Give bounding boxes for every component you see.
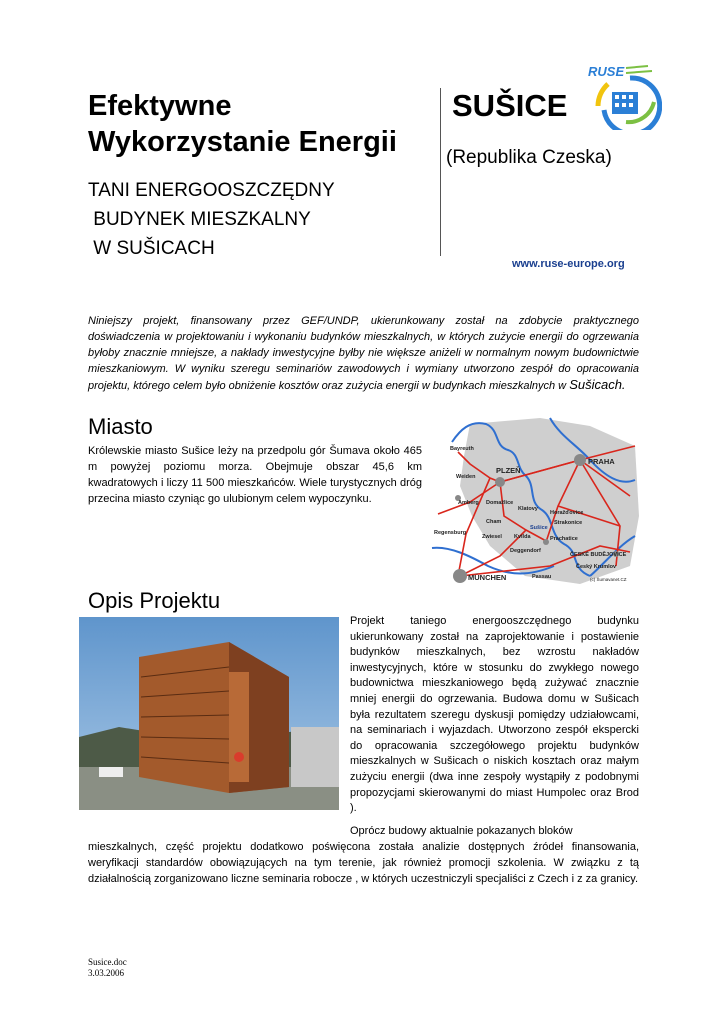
- map-label-regensburg: Regensburg: [434, 530, 467, 536]
- footer-date: 3.03.2006: [88, 968, 124, 978]
- map-label-prachatice: Prachatice: [550, 536, 578, 542]
- header-divider: [440, 88, 441, 256]
- website-link[interactable]: www.ruse-europe.org: [512, 258, 625, 270]
- map-label-budejovice: ČESKÉ BUDĚJOVICE: [570, 552, 627, 558]
- country-name: (Republika Czeska): [446, 147, 612, 168]
- document-title: [88, 88, 397, 160]
- section-heading-miasto: Miasto: [88, 414, 153, 439]
- map-label-strakonice: Strakonice: [554, 520, 583, 526]
- map-label-plzen: PLZEŇ: [496, 466, 521, 475]
- intro-paragraph: [88, 313, 639, 394]
- region-map: [430, 416, 639, 585]
- opis-paragraph-2-rest: mieszkalnych, część projektu dodatkowo poświęcona została analizie dostępnych źródeł finansowania, weryfikacji standardów obowiązujących na tym terenie, jak również promocji szkolenia. W związku z tą działalnością zorganizowano liczne seminaria robocze , w których uczestniczyli specjaliści z Czech i z za granicy.: [88, 841, 639, 885]
- map-label-klatovy: Klatovy: [518, 506, 538, 512]
- footer: [88, 957, 127, 979]
- footer-file-name: Susice.doc: [88, 957, 127, 967]
- subtitle-line-2: BUDYNEK MIESZKALNY: [88, 209, 311, 230]
- miasto-paragraph: Królewskie miasto Sušice leży na przedpolu gór Šumava około 465 m powyżej poziomu morza. Obejmuje obszar 45,6 km kwadratowych i liczy 11 500 mieszkańców. Wiele turystycznych dróg przecina miasto czyniąc go ulubionym celem wypoczynku.: [88, 445, 422, 505]
- map-label-bayreuth: Bayreuth: [450, 446, 474, 452]
- map-label-zwiesel: Zwiesel: [482, 534, 502, 540]
- subtitle-line-3: W SUŠICACH: [88, 238, 215, 259]
- ruse-logo: [586, 62, 662, 130]
- map-label-passau: Passau: [532, 574, 552, 580]
- intro-end-word: Sušicach.: [569, 377, 626, 392]
- title-line-2: Wykorzystanie Energii: [88, 126, 397, 158]
- intro-text: Niniejszy projekt, finansowany przez GEF/UNDP, ukierunkowany został na zdobycie praktycznego doświadczenia w projektowaniu i wykonaniu budynków mieszkalnych, w których zużycie energii do ogrzewania byłoby znacznie mniejsze, a nakłady inwestycyjne byłby nie większe aniżeli w normalnym nowym budownictwie mieszkaniowym. W wyniku szeregu seminariów zawodowych i wymiany utworzono zespół do opracowania projektu, którego celem było obniżenie kosztów oraz zużycia energii w budynkach mieszkalnych w: [88, 315, 639, 392]
- map-city-marker: [543, 539, 549, 545]
- map-label-kvilda: Kvilda: [514, 534, 531, 540]
- map-city-marker: [574, 454, 586, 466]
- map-credit: (c) Šumavanet.CZ: [590, 577, 627, 582]
- logo-text: RUSE: [588, 64, 625, 79]
- map-label-deggendorf: Deggendorf: [510, 548, 541, 554]
- map-label-amberg: Amberg: [458, 500, 479, 506]
- subtitle-line-1: TANI ENERGOOSZCZĘDNY: [88, 180, 335, 201]
- map-label-weiden: Weiden: [456, 474, 476, 480]
- map-label-horazdovice: Horažďovice: [550, 510, 584, 516]
- map-label-krumlov: Český Krumlov: [576, 564, 617, 570]
- opis-paragraph-2-start: Oprócz budowy aktualnie pokazanych bloków: [350, 825, 573, 837]
- subtitle: [88, 176, 335, 263]
- map-label-praha: PRAHA: [588, 457, 615, 466]
- city-name: SUŠICE: [452, 88, 568, 123]
- map-city-marker: [453, 569, 467, 583]
- title-line-1: Efektywne: [88, 90, 232, 122]
- map-label-domazlice: Domažlice: [486, 500, 514, 506]
- map-label-cham: Cham: [486, 519, 502, 525]
- building-photo: [79, 617, 339, 810]
- opis-paragraph-1: Projekt taniego energooszczędnego budynku ukierunkowany został na zaprojektowanie i postawienie budynków mieszkalnych, bez wzrostu nakładów inwestycyjnych, które w stosunku do zwykłego nowego budownictwa mieszkaniowego będą zużywać znacznie mniej energii do ogrzewania. Budowa domu w Sušicach była rezultatem szeregu dyskusji pomiędzy udziałowcami, na seminariach i wyjazdach. Utworzono zespół ekspercki do opracowania szczegółowego projektu budynków mieszkalnych w Sušicach o niskich kosztach oraz małym zużyciu energii (dwa inne zespoły wystąpiły z podobnymi propozycjami skierowanymi do miast Humpolec oraz Brod ).: [350, 615, 639, 815]
- map-label-munchen: MÜNCHEN: [468, 573, 507, 582]
- map-city-marker: [495, 477, 505, 487]
- section-heading-opis: Opis Projektu: [88, 588, 221, 613]
- map-label-susice: Sušice: [530, 525, 548, 531]
